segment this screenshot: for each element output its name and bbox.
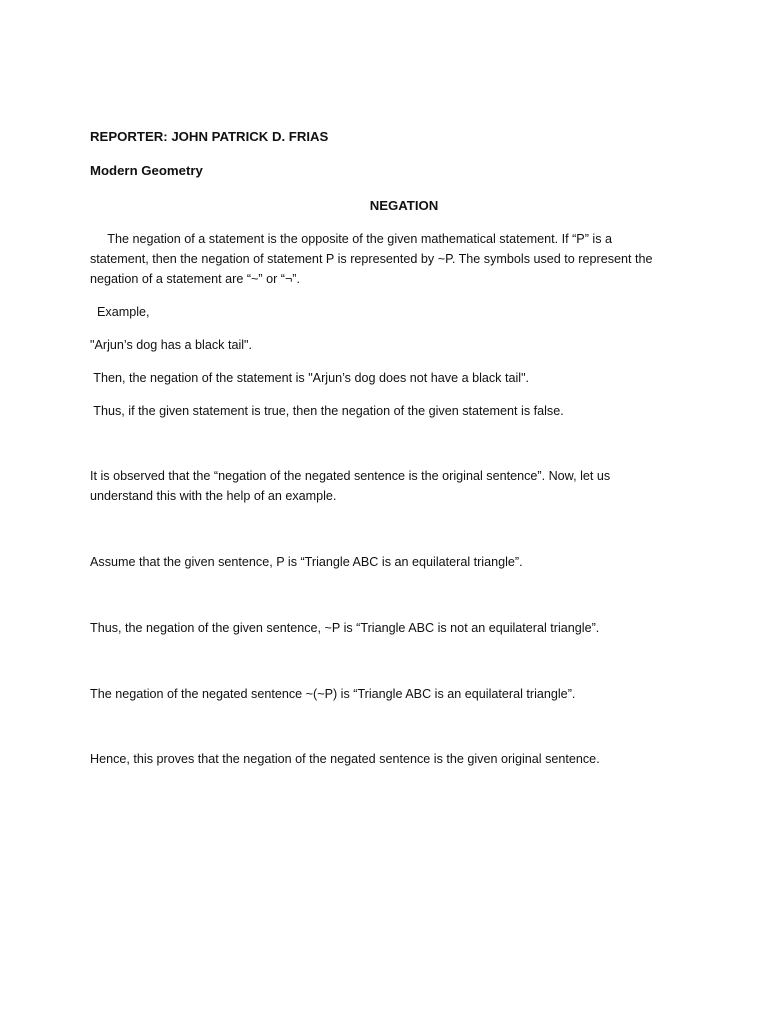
negation-sentence: Thus, the negation of the given sentence, ~P is “Triangle ABC is not an equilateral triangle”.: [90, 621, 600, 635]
subject-heading: Modern Geometry: [90, 163, 203, 178]
example-statement: "Arjun’s dog has a black tail".: [90, 338, 253, 352]
intro-line: negation of a statement are “~” or “¬”.: [90, 272, 301, 286]
observation-paragraph: [90, 466, 680, 506]
assume-sentence: Assume that the given sentence, P is “Triangle ABC is an equilateral triangle”.: [90, 555, 523, 569]
reporter-heading: REPORTER: JOHN PATRICK D. FRIAS: [90, 129, 329, 144]
observation-line: It is observed that the “negation of the negated sentence is the original sentence”. Now, let us: [90, 469, 611, 483]
observation-line: understand this with the help of an example.: [90, 489, 337, 503]
example-negation: Then, the negation of the statement is "Arjun’s dog does not have a black tail".: [90, 371, 530, 385]
intro-paragraph: [90, 229, 680, 289]
truth-note: Thus, if the given statement is true, then the negation of the given statement is false.: [90, 404, 564, 418]
document-title: NEGATION: [369, 198, 439, 213]
double-negation-sentence: The negation of the negated sentence ~(~P) is “Triangle ABC is an equilateral triangle”.: [90, 687, 576, 701]
intro-line: The negation of a statement is the opposite of the given mathematical statement. If “P” is a: [90, 232, 612, 246]
example-label: Example,: [90, 305, 150, 319]
intro-line: statement, then the negation of statement P is represented by ~P. The symbols used to represent the: [90, 252, 653, 266]
conclusion-sentence: Hence, this proves that the negation of the negated sentence is the given original sentence.: [90, 752, 600, 766]
